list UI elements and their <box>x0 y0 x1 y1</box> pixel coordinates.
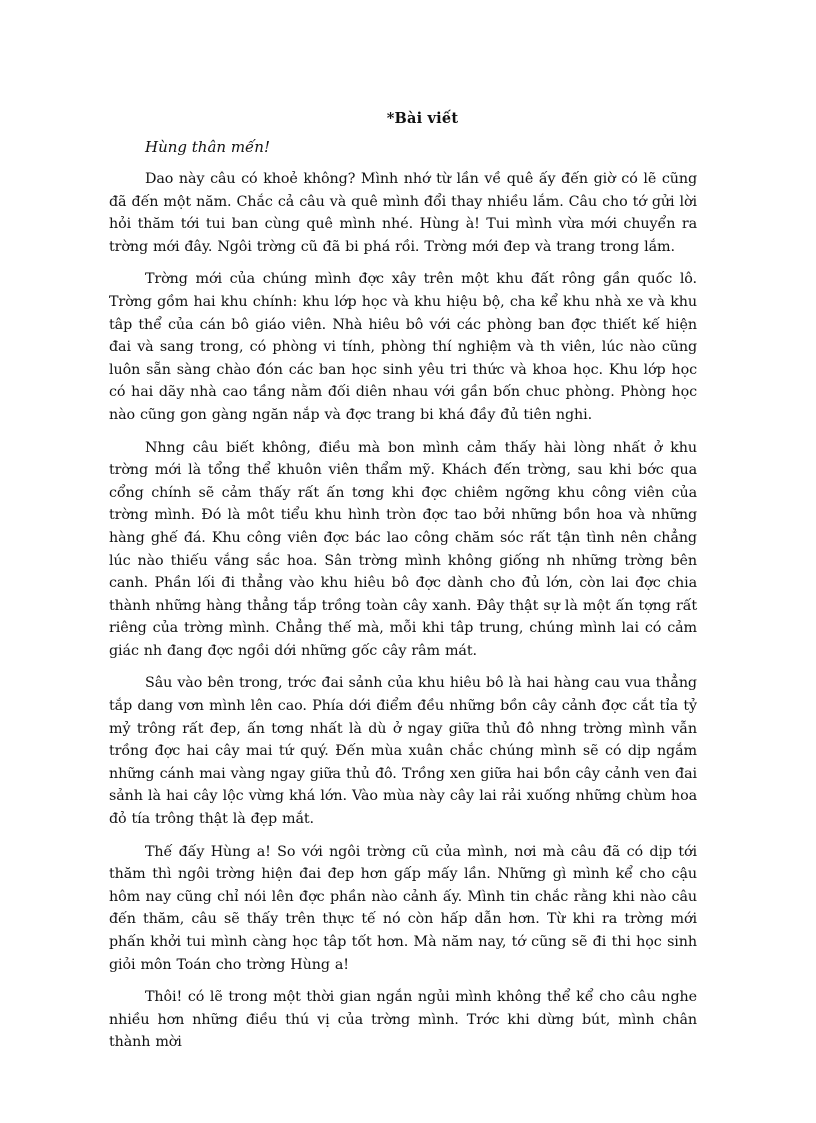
paragraph-2: Trờng mới của chúng mình đợc xây trên một khu đất rông gần quốc lô. Trờng gồm hai khu chính: khu lớp học và khu hiệu bộ, cha kể khu nhà xe và khu tâp thể của cán bô giáo viên. Nhà hiêu bô với các phòng ban đợc thiết kế hiện đai và sang trong, có phòng vi tính, phòng thí nghiệm và th viên, lúc nào cũng luôn sẵn sàng chào đón các ban học sinh yêu tri thức và khoa học. Khu lớp học có hai dãy nhà cao tầng nằm đối diên nhau với gần bốn chuc phòng. Phòng học nào cũng gon gàng ngăn nắp và đợc trang bi khá đầy đủ tiên nghi. <box>109 271 697 423</box>
paragraph-6: Thôi! có lẽ trong một thời gian ngắn ngủi mình không thể kể cho câu nghe nhiều hơn những điều thú vị của trờng mình. Trớc khi dừng bút, mình chân thành mời <box>109 989 697 1051</box>
paragraph-3: Nhng câu biết không, điều mà bon mình cảm thấy hài lòng nhất ở khu trờng mới là tổng thể khuôn viên thẩm mỹ. Khách đến trờng, sau khi bớc qua cổng chính sẽ cảm thấy rất ấn tơng khi đợc chiêm ngỡng khu công viên của trờng mình. Đó là môt tiểu khu hình tròn đợc tao bởi những bồn hoa và những hàng ghế đá. Khu công viên đợc bác lao công chăm sóc rất tận tình nên chẳng lúc nào thiếu vắng sắc hoa. Sân trờng mình không giống nh những trờng bên canh. Phần lối đi thẳng vào khu hiêu bô đợc dành cho đủ lớn, còn lai đợc chia thành những hàng thẳng tắp trồng toàn cây xanh. Đây thật sự là một ấn tợng rất riêng của trờng mình. Chẳng thế mà, mỗi khi tâp trung, chúng mình lai có cảm giác nh đang đợc ngồi dới những gốc cây râm mát. <box>109 439 697 659</box>
document-title: *Bài viết <box>386 110 459 127</box>
paragraph-5: Thế đấy Hùng a! So với ngôi trờng cũ của mình, nơi mà câu đã có dịp tới thăm thì ngôi trờng hiện đai đep hơn gấp mấy lần. Những gì mình kể cho cậu hôm nay cũng chỉ nói lên đợc phần nào cảnh ấy. Mình tin chắc rằng khi nào câu đến thăm, câu sẽ thấy trên thực tế nó còn hấp dẫn hơn. Từ khi ra trờng mới phấn khởi tui mình càng học tâp tốt hơn. Mà năm nay, tớ cũng sẽ đi thi học sinh giỏi môn Toán cho trờng Hùng a! <box>109 843 697 973</box>
letter-body <box>109 136 697 1064</box>
paragraph-4: Sâu vào bên trong, trớc đai sảnh của khu hiêu bô là hai hàng cau vua thẳng tắp dang vơn mình lên cao. Phía dới điểm đều những bồn cây cảnh đợc cắt tỉa tỷ mỷ trông rất đep, ấn tơng nhất là dù ở ngay giữa thủ đô nhng trờng mình vẫn trồng đợc hai cây mai tứ quý. Đến mùa xuân chắc chúng mình sẽ có dịp ngắm những cánh mai vàng ngay giữa thủ đô. Trồng xen giữa hai bồn cây cảnh ven đai sảnh là hai cây lộc vừng khá lớn. Vào mùa này cây lai rải xuống những chùm hoa đỏ tía trông thật là đẹp mắt. <box>109 675 697 828</box>
paragraph-1: Dao này câu có khoẻ không? Mình nhớ từ lần về quê ấy đến giờ có lẽ cũng đã đến một năm. Chắc cả câu và quê mình đổi thay nhiều lắm. Câu cho tớ gửi lời hỏi thăm tới tui ban cùng quê mình nhé. Hùng à! Tui mình vừa mới chuyển ra trờng mới đây. Ngôi trờng cũ đã bi phá rồi. Trờng mới đep và trang trong lắm. <box>109 171 697 255</box>
letter-greeting: Hùng thân mến! <box>145 138 270 156</box>
